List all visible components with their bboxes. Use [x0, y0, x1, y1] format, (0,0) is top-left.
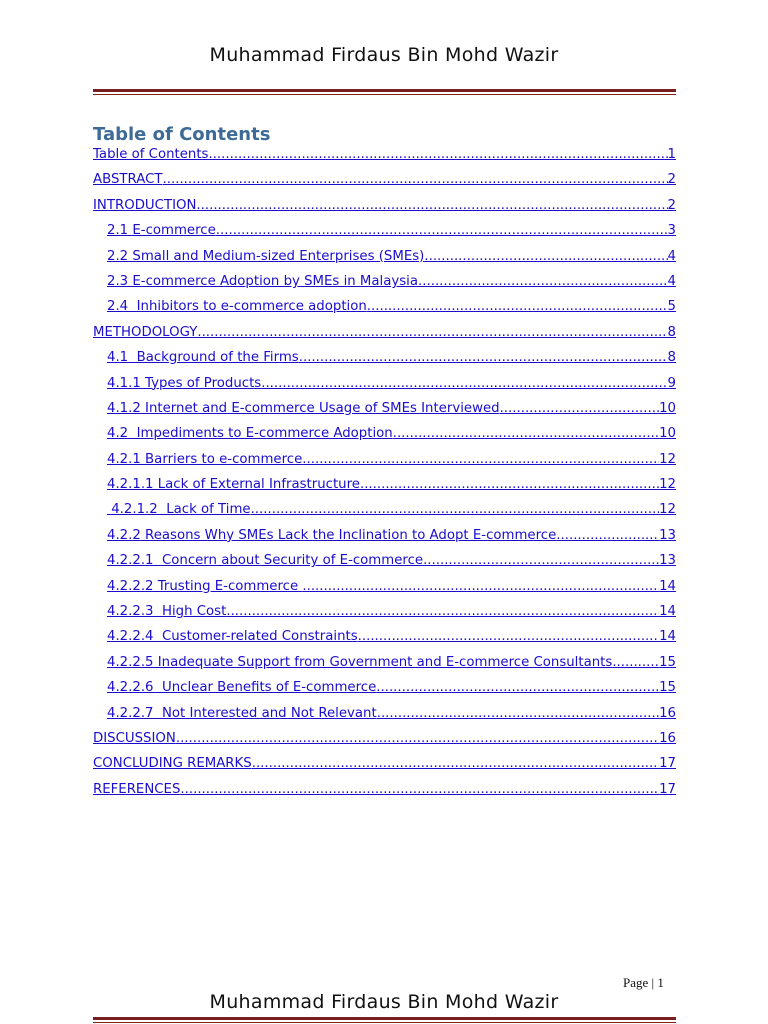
- toc-dot-leader: [360, 477, 659, 492]
- toc-dot-leader: [196, 198, 667, 213]
- toc-entry-link[interactable]: [93, 528, 676, 553]
- toc-entry-link[interactable]: [93, 325, 676, 350]
- toc-dot-leader: [163, 172, 668, 187]
- toc-dot-leader: [251, 502, 660, 517]
- toc-entry-link[interactable]: [93, 680, 676, 705]
- toc-entry-page: 9: [667, 375, 676, 391]
- toc-entry-page: 1: [667, 147, 676, 162]
- toc-entry-page: 5: [667, 299, 676, 315]
- toc-dot-leader: [176, 731, 659, 746]
- header-rule-thin: [93, 94, 676, 95]
- toc-entry-page: 15: [659, 654, 676, 670]
- toc-dot-leader: [180, 782, 659, 797]
- toc-entry-title: 4.2.2.3 High Cost: [107, 604, 227, 620]
- toc-entry-title: 4.1.1 Types of Products: [107, 375, 262, 391]
- toc-entry-link[interactable]: [93, 756, 676, 781]
- toc-entry-title: REFERENCES: [93, 781, 181, 797]
- toc-entry-link[interactable]: [93, 401, 676, 426]
- toc-entry-page: 14: [659, 629, 676, 645]
- toc-entry-title: 4.2.2.7 Not Interested and Not Relevant: [107, 705, 377, 721]
- toc-entry-title: METHODOLOGY: [93, 324, 198, 340]
- toc-entry-page: 17: [659, 781, 676, 797]
- toc-dot-leader: [500, 401, 660, 416]
- toc-entry-page: 10: [659, 426, 676, 442]
- toc-entry-title: 4.2.2.1 Concern about Security of E-commerce: [107, 553, 424, 569]
- toc-entry-page: 16: [659, 730, 676, 746]
- toc-entry-page: 14: [659, 578, 676, 594]
- toc-entry-link[interactable]: [93, 350, 676, 375]
- toc-entry-title: 4.1 Background of the Firms: [107, 350, 299, 366]
- toc-dot-leader: [358, 629, 659, 644]
- toc-entry-title: INTRODUCTION: [93, 197, 197, 213]
- toc-entry-link[interactable]: [93, 477, 676, 502]
- toc-dot-leader: [423, 553, 659, 568]
- toc-dot-leader: [393, 426, 659, 441]
- footer-rule-thin: [93, 1022, 676, 1023]
- toc-dot-leader: [302, 579, 659, 594]
- toc-heading: Table of Contents: [93, 124, 271, 145]
- toc-entry-page: 10: [659, 400, 676, 416]
- toc-entry-title: 4.2.2.5 Inadequate Support from Government and E-commerce Consultants: [107, 654, 613, 670]
- toc-dot-leader: [556, 528, 659, 543]
- toc-dot-leader: [377, 706, 659, 721]
- toc-entry-link[interactable]: [93, 198, 676, 223]
- toc-entry-link[interactable]: [93, 376, 676, 401]
- toc-entry-page: 13: [659, 553, 676, 569]
- header-author-name: Muhammad Firdaus Bin Mohd Wazir: [209, 44, 559, 66]
- toc-dot-leader: [424, 249, 667, 264]
- toc-entry-page: 4: [667, 273, 676, 289]
- toc-entry-link[interactable]: [93, 172, 676, 197]
- toc-entry-page: 12: [659, 502, 676, 518]
- toc-entry-page: 4: [667, 248, 676, 264]
- toc-entry-page: 15: [659, 680, 676, 696]
- toc-entry-title: 2.2 Small and Medium-sized Enterprises (SMEs): [107, 248, 425, 264]
- toc-entry-title: CONCLUDING REMARKS: [93, 756, 252, 772]
- toc-dot-leader: [261, 376, 667, 391]
- toc-list: [93, 147, 676, 807]
- toc-entry-page: 2: [667, 172, 676, 188]
- toc-dot-leader: [367, 299, 668, 314]
- toc-entry-link[interactable]: [93, 731, 676, 756]
- toc-entry-link[interactable]: [93, 299, 676, 324]
- toc-entry-title: Table of Contents: [93, 147, 209, 162]
- toc-entry-page: 8: [667, 350, 676, 366]
- toc-entry-link[interactable]: [93, 249, 676, 274]
- toc-entry-page: 12: [659, 477, 676, 493]
- page-number: Page | 1: [623, 975, 664, 990]
- toc-entry-title: DISCUSSION: [93, 730, 176, 746]
- toc-dot-leader: [252, 756, 659, 771]
- toc-entry-title: 4.2.2 Reasons Why SMEs Lack the Inclination to Adopt E-commerce: [107, 527, 557, 543]
- toc-entry-link[interactable]: [93, 629, 676, 654]
- toc-entry-link[interactable]: [93, 274, 676, 299]
- toc-entry-page: 12: [659, 451, 676, 467]
- toc-entry-title: 4.2.1.2 Lack of Time: [107, 502, 251, 518]
- toc-entry-link[interactable]: [93, 452, 676, 477]
- toc-dot-leader: [197, 325, 667, 340]
- toc-entry-link[interactable]: [93, 553, 676, 578]
- toc-entry-page: 16: [659, 705, 676, 721]
- toc-entry-link[interactable]: [93, 426, 676, 451]
- toc-dot-leader: [226, 604, 659, 619]
- footer-author-name: Muhammad Firdaus Bin Mohd Wazir: [209, 991, 559, 1013]
- toc-entry-page: 17: [659, 756, 676, 772]
- toc-entry-title: 4.2 Impediments to E-commerce Adoption: [107, 426, 393, 442]
- toc-entry-link[interactable]: [93, 502, 676, 527]
- header-rule-thick: [93, 89, 676, 92]
- toc-entry-link[interactable]: [93, 604, 676, 629]
- toc-entry-title: 4.2.2.2 Trusting E-commerce: [107, 578, 303, 594]
- toc-entry-link[interactable]: [93, 147, 676, 172]
- toc-entry-title: 4.2.1.1 Lack of External Infrastructure: [107, 477, 360, 493]
- toc-entry-link[interactable]: [93, 706, 676, 731]
- toc-entry-link[interactable]: [93, 655, 676, 680]
- toc-entry-title: 2.1 E-commerce: [107, 223, 216, 239]
- footer-rule-thick: [93, 1017, 676, 1020]
- toc-entry-title: 2.4 Inhibitors to e-commerce adoption: [107, 299, 367, 315]
- toc-dot-leader: [418, 274, 668, 289]
- toc-entry-page: 2: [667, 197, 676, 213]
- toc-dot-leader: [216, 223, 668, 238]
- toc-entry-page: 14: [659, 604, 676, 620]
- toc-dot-leader: [612, 655, 659, 670]
- toc-entry-title: 4.2.2.4 Customer-related Constraints: [107, 629, 358, 645]
- toc-entry-page: 8: [667, 324, 676, 340]
- toc-dot-leader: [376, 680, 659, 695]
- toc-dot-leader: [302, 452, 659, 467]
- toc-dot-leader: [208, 147, 667, 162]
- toc-entry-title: ABSTRACT: [93, 172, 163, 188]
- toc-dot-leader: [299, 350, 668, 365]
- toc-entry-title: 4.1.2 Internet and E-commerce Usage of SMEs Interviewed: [107, 400, 500, 416]
- toc-entry-link[interactable]: [93, 782, 676, 807]
- toc-entry-title: 4.2.1 Barriers to e-commerce: [107, 451, 303, 467]
- toc-entry-title: 4.2.2.6 Unclear Benefits of E-commerce: [107, 680, 377, 696]
- toc-entry-link[interactable]: [93, 579, 676, 604]
- toc-entry-page: 3: [667, 223, 676, 239]
- toc-entry-page: 13: [659, 527, 676, 543]
- toc-entry-title: 2.3 E-commerce Adoption by SMEs in Malaysia: [107, 273, 419, 289]
- toc-entry-link[interactable]: [93, 223, 676, 248]
